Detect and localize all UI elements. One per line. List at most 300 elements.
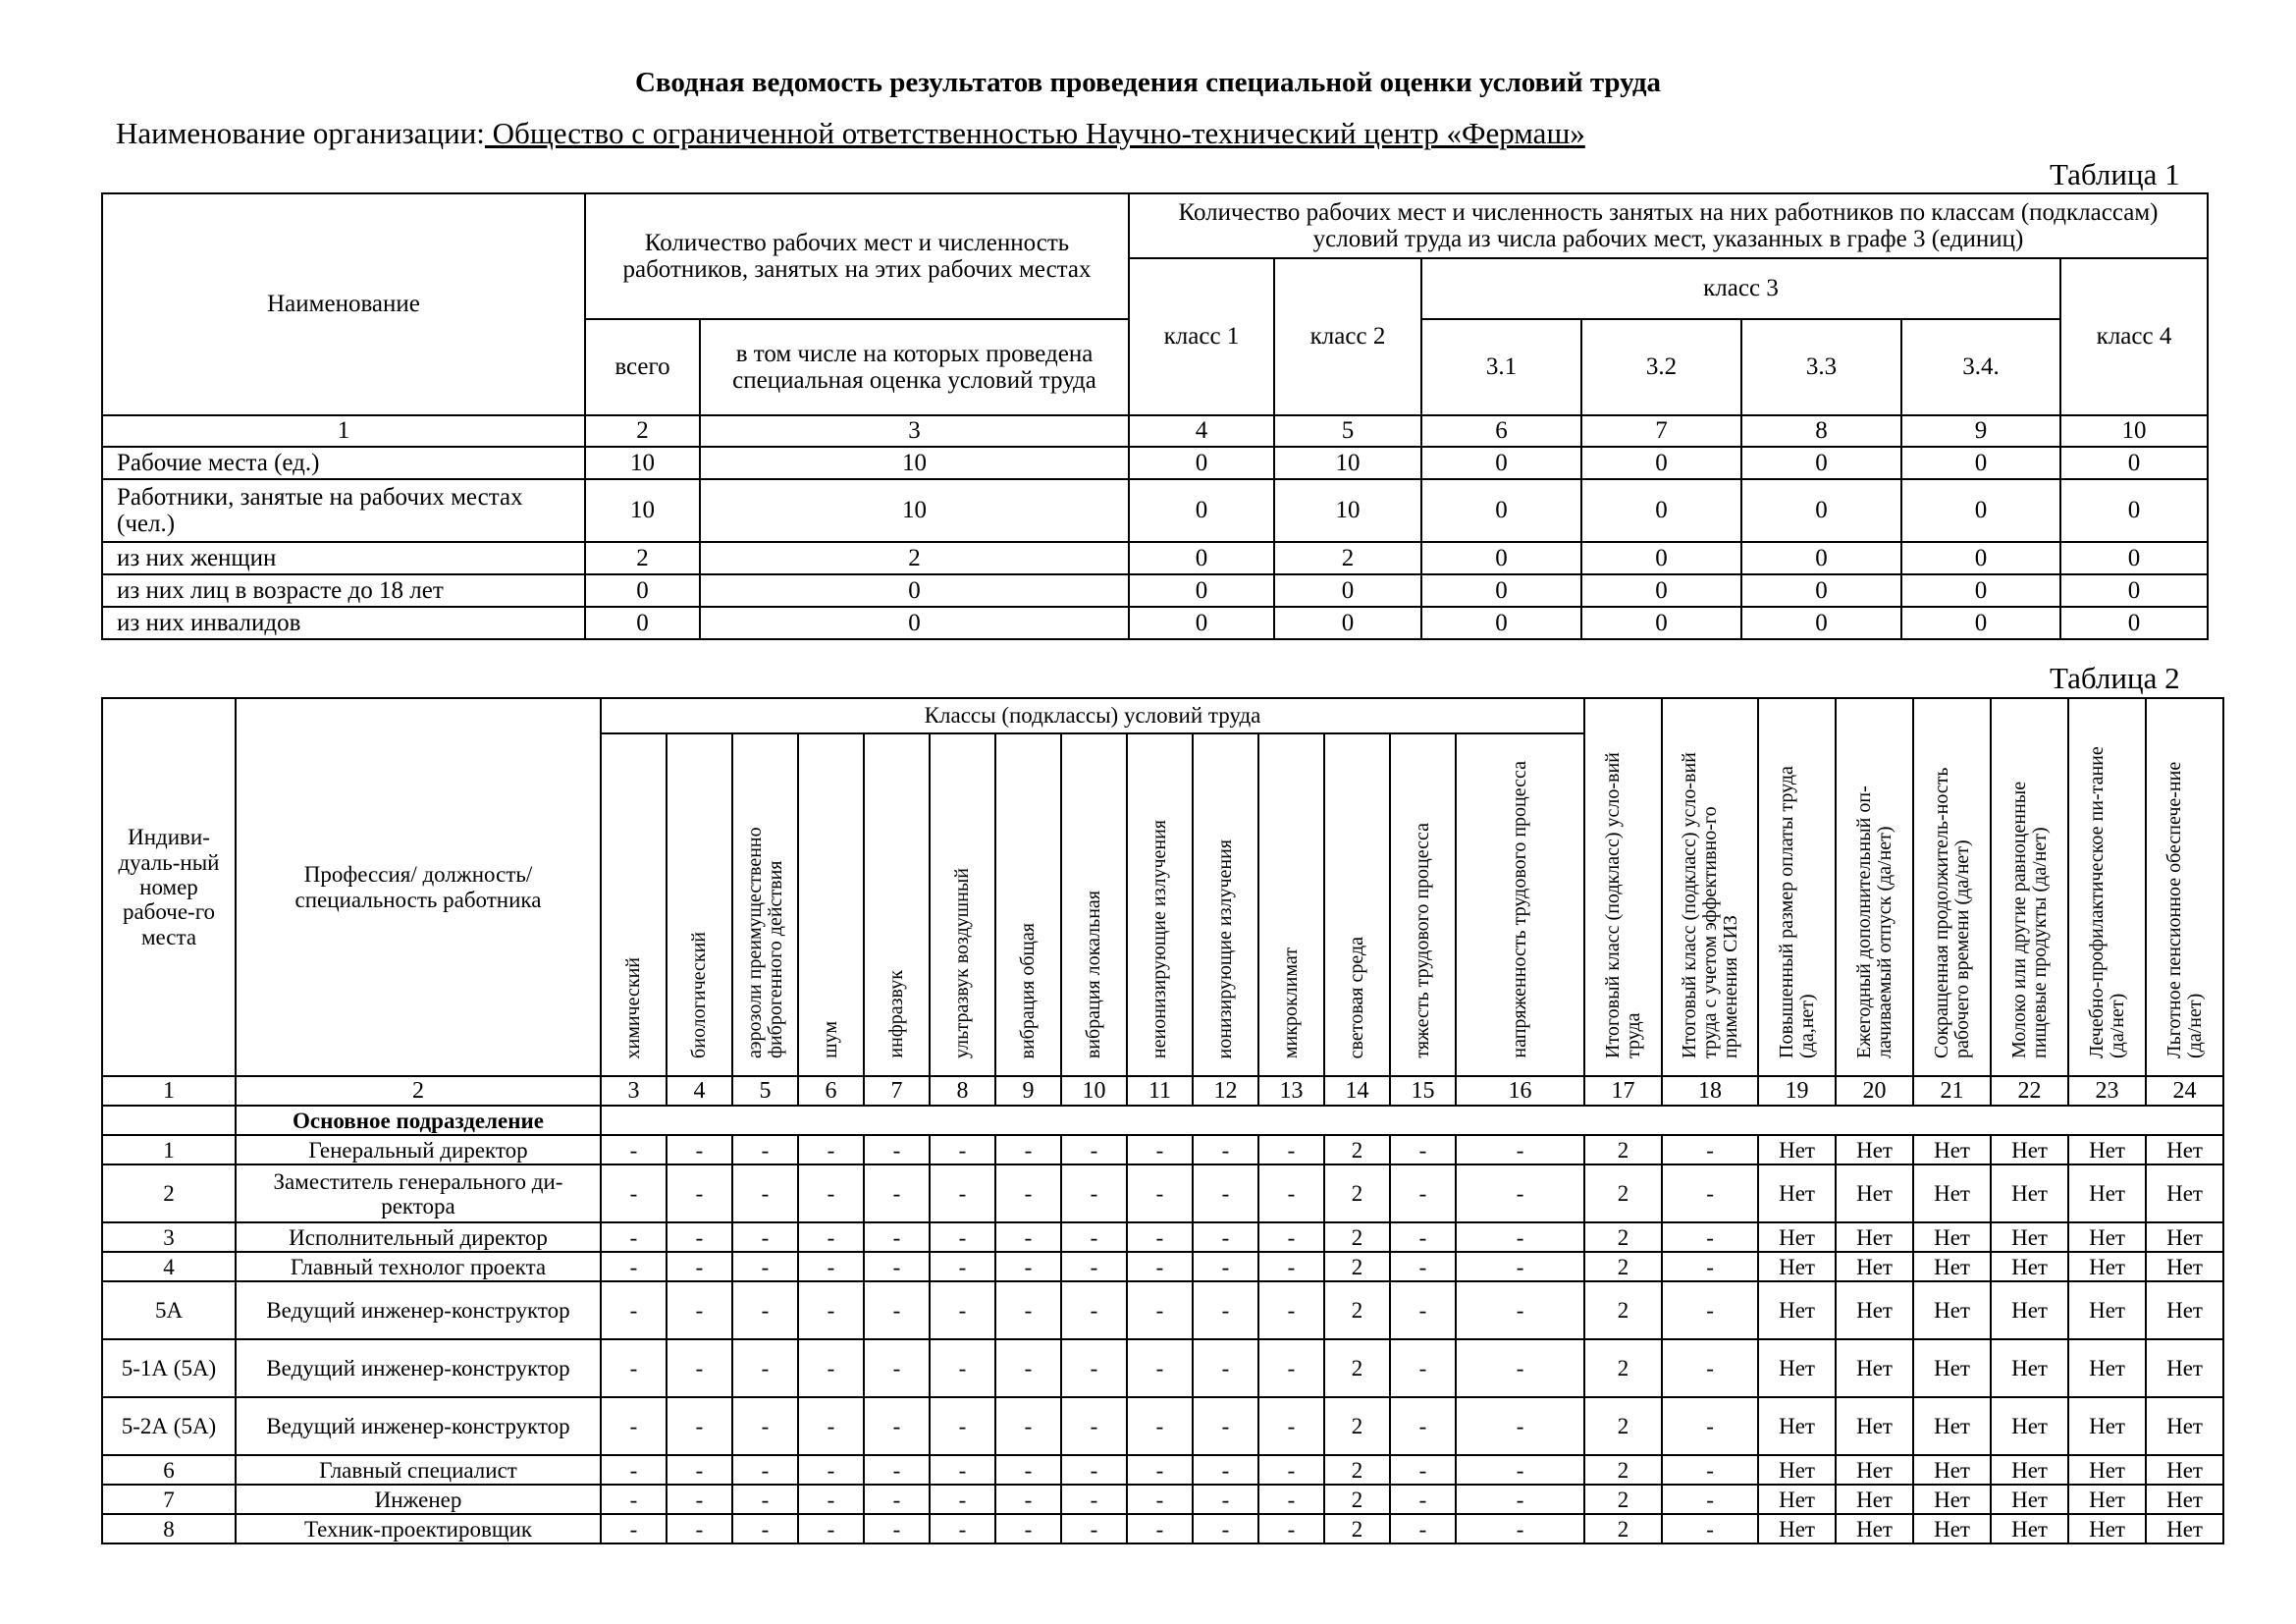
t2-cell: - bbox=[930, 1485, 995, 1514]
t2-header-profession: Профессия/ должность/ специальность работника bbox=[236, 698, 601, 1076]
t2-workplace-name: Инженер bbox=[236, 1485, 601, 1514]
t2-cell: - bbox=[732, 1339, 798, 1397]
t2-cell: - bbox=[995, 1252, 1061, 1281]
t2-cell: - bbox=[1127, 1514, 1193, 1543]
t2-cell: Нет bbox=[2146, 1397, 2223, 1455]
t1-header-sub: 3.1 bbox=[1421, 319, 1581, 415]
t2-cell: - bbox=[1193, 1281, 1258, 1339]
t2-cell: - bbox=[1456, 1485, 1584, 1514]
t2-cell: Нет bbox=[2068, 1455, 2146, 1485]
t2-cell: Нет bbox=[1991, 1397, 2068, 1455]
t2-cell: Нет bbox=[1836, 1339, 1913, 1397]
t2-cell: Нет bbox=[1991, 1252, 2068, 1281]
t2-cell: - bbox=[864, 1135, 930, 1164]
t2-cell: - bbox=[995, 1397, 1061, 1455]
t2-cell: - bbox=[601, 1339, 667, 1397]
t2-workplace-name: Исполнительный директор bbox=[236, 1222, 601, 1252]
t1-cell: 0 bbox=[700, 607, 1129, 639]
t2-cell: 2 bbox=[1584, 1397, 1662, 1455]
t1-cell: 10 bbox=[700, 479, 1129, 542]
t2-cell: Нет bbox=[1836, 1485, 1913, 1514]
t2-cell: - bbox=[732, 1222, 798, 1252]
t2-cell: 2 bbox=[1324, 1397, 1390, 1455]
t1-header-class4: класс 4 bbox=[2060, 258, 2208, 415]
t1-header-group2: Количество рабочих мест и численность занятых на них работников по классам (подклассам) условий труда из числа рабочих мест, указанных в графе 3 (единиц) bbox=[1129, 193, 2208, 258]
t2-cell: - bbox=[667, 1455, 732, 1485]
t2-column-number: 8 bbox=[930, 1076, 995, 1106]
t1-row-name: из них женщин bbox=[102, 542, 585, 574]
t2-cell: 2 bbox=[1324, 1281, 1390, 1339]
t2-header-factor-label: тяжесть трудового процесса bbox=[1412, 823, 1433, 1058]
t2-cell: - bbox=[995, 1164, 1061, 1222]
t2-cell: - bbox=[667, 1397, 732, 1455]
t2-cell: Нет bbox=[1913, 1455, 1991, 1485]
t2-column-number: 6 bbox=[798, 1076, 864, 1106]
table-row bbox=[102, 447, 2208, 479]
t2-cell: - bbox=[667, 1339, 732, 1397]
t1-cell: 0 bbox=[1901, 607, 2060, 639]
t2-cell: - bbox=[1390, 1455, 1456, 1485]
t2-cell: Нет bbox=[1913, 1252, 1991, 1281]
t2-cell: 2 bbox=[1584, 1339, 1662, 1397]
t2-column-number: 20 bbox=[1836, 1076, 1913, 1106]
t2-cell: - bbox=[864, 1252, 930, 1281]
t2-cell: 2 bbox=[1324, 1514, 1390, 1543]
t1-cell: 0 bbox=[585, 574, 700, 607]
t2-cell: - bbox=[798, 1252, 864, 1281]
t2-cell: Нет bbox=[1758, 1485, 1836, 1514]
t2-cell: - bbox=[1456, 1455, 1584, 1485]
t2-workplace-id: 7 bbox=[102, 1485, 236, 1514]
t2-cell: - bbox=[1258, 1222, 1324, 1252]
t2-cell: 2 bbox=[1584, 1222, 1662, 1252]
t1-column-number: 4 bbox=[1129, 415, 1274, 447]
t2-cell: - bbox=[732, 1397, 798, 1455]
t2-column-number: 7 bbox=[864, 1076, 930, 1106]
t2-cell: - bbox=[798, 1514, 864, 1543]
t1-cell: 0 bbox=[2060, 542, 2208, 574]
t2-cell: - bbox=[798, 1455, 864, 1485]
t2-cell: - bbox=[1662, 1281, 1758, 1339]
t2-cell: - bbox=[601, 1252, 667, 1281]
t2-header-factor-label: напряженность трудового процесса bbox=[1509, 761, 1531, 1058]
t2-cell: Нет bbox=[1836, 1252, 1913, 1281]
t2-header-factor bbox=[1456, 733, 1584, 1076]
t2-header-extra bbox=[1758, 698, 1836, 1076]
t2-cell: - bbox=[995, 1135, 1061, 1164]
t2-cell: - bbox=[1390, 1164, 1456, 1222]
t1-column-number: 6 bbox=[1421, 415, 1581, 447]
t2-cell: - bbox=[798, 1164, 864, 1222]
t2-cell: - bbox=[930, 1339, 995, 1397]
t2-column-number: 5 bbox=[732, 1076, 798, 1106]
t1-header-sub: 3.3 bbox=[1741, 319, 1901, 415]
t2-header-factor-label: неионизирующие излучения bbox=[1148, 819, 1170, 1058]
t2-section-blank bbox=[102, 1106, 236, 1135]
t2-column-number: 13 bbox=[1258, 1076, 1324, 1106]
t2-cell: - bbox=[1456, 1222, 1584, 1252]
t2-header-extra-label: Повышенный размер оплаты труда (да,нет) bbox=[1775, 766, 1818, 1058]
t2-cell: - bbox=[732, 1252, 798, 1281]
t2-header-factor-label: ультразвук воздушный bbox=[951, 868, 973, 1058]
t2-cell: - bbox=[1258, 1164, 1324, 1222]
t1-cell: 0 bbox=[1421, 542, 1581, 574]
t2-cell: Нет bbox=[2068, 1135, 2146, 1164]
t2-workplace-name: Главный специалист bbox=[236, 1455, 601, 1485]
t2-header-classes: Классы (подклассы) условий труда bbox=[601, 698, 1584, 733]
t2-cell: 2 bbox=[1584, 1164, 1662, 1222]
t1-cell: 0 bbox=[1129, 447, 1274, 479]
t2-header-extra-label: Итоговый класс (подкласс) усло-вий труда с учетом эффективно-го применения СИЗ bbox=[1678, 752, 1741, 1058]
t2-cell: - bbox=[1456, 1514, 1584, 1543]
t2-cell: - bbox=[798, 1339, 864, 1397]
table-row bbox=[102, 1222, 2223, 1252]
t2-cell: - bbox=[1193, 1397, 1258, 1455]
t1-cell: 0 bbox=[1274, 607, 1421, 639]
t2-cell: - bbox=[1390, 1222, 1456, 1252]
t2-cell: Нет bbox=[2068, 1252, 2146, 1281]
t2-header-extra-label: Ежегодный дополнительный оп-лачиваемый отпуск (да/нет) bbox=[1852, 785, 1896, 1058]
t2-cell: Нет bbox=[2068, 1397, 2146, 1455]
t2-header-factor bbox=[1061, 733, 1127, 1076]
t2-cell: - bbox=[1061, 1281, 1127, 1339]
t2-cell: - bbox=[667, 1252, 732, 1281]
t2-workplace-id: 6 bbox=[102, 1455, 236, 1485]
t2-cell: - bbox=[1193, 1135, 1258, 1164]
t2-cell: - bbox=[732, 1485, 798, 1514]
table-row bbox=[102, 607, 2208, 639]
t2-cell: Нет bbox=[1758, 1397, 1836, 1455]
t2-cell: Нет bbox=[2146, 1281, 2223, 1339]
t1-cell: 0 bbox=[1129, 479, 1274, 542]
table-row bbox=[102, 1339, 2223, 1397]
t2-cell: - bbox=[1390, 1135, 1456, 1164]
t2-cell: - bbox=[864, 1485, 930, 1514]
t2-cell: - bbox=[601, 1281, 667, 1339]
t2-cell: - bbox=[1193, 1514, 1258, 1543]
t2-column-number: 19 bbox=[1758, 1076, 1836, 1106]
t2-cell: - bbox=[1662, 1252, 1758, 1281]
t2-workplace-name: Заместитель генерального ди-ректора bbox=[236, 1164, 601, 1222]
t1-column-number: 3 bbox=[700, 415, 1129, 447]
t2-cell: - bbox=[1127, 1222, 1193, 1252]
t2-column-number: 11 bbox=[1127, 1076, 1193, 1106]
t2-cell: - bbox=[1662, 1485, 1758, 1514]
t1-cell: 0 bbox=[1129, 574, 1274, 607]
t1-cell: 0 bbox=[700, 574, 1129, 607]
t2-header-extra-label: Итоговый класс (подкласс) усло-вий труда bbox=[1601, 752, 1644, 1058]
t2-header-factor-label: световая среда bbox=[1346, 936, 1367, 1058]
t2-cell: - bbox=[601, 1514, 667, 1543]
t2-cell: - bbox=[930, 1455, 995, 1485]
t2-cell: - bbox=[601, 1135, 667, 1164]
t2-cell: - bbox=[1258, 1281, 1324, 1339]
t2-cell: - bbox=[1390, 1252, 1456, 1281]
t1-cell: 0 bbox=[1901, 479, 2060, 542]
t2-workplace-name: Главный технолог проекта bbox=[236, 1252, 601, 1281]
t2-header-id: Индиви-дуаль-ный номер рабоче-го места bbox=[102, 698, 236, 1076]
t2-cell: - bbox=[864, 1339, 930, 1397]
t2-cell: - bbox=[1258, 1397, 1324, 1455]
t2-cell: - bbox=[732, 1455, 798, 1485]
t2-cell: Нет bbox=[1913, 1514, 1991, 1543]
t2-cell: - bbox=[1662, 1135, 1758, 1164]
t1-cell: 2 bbox=[700, 542, 1129, 574]
t2-cell: 2 bbox=[1324, 1164, 1390, 1222]
t1-column-number: 5 bbox=[1274, 415, 1421, 447]
t2-cell: - bbox=[864, 1397, 930, 1455]
t2-cell: Нет bbox=[1758, 1135, 1836, 1164]
t1-cell: 0 bbox=[1741, 479, 1901, 542]
table-row bbox=[102, 1281, 2223, 1339]
t2-cell: Нет bbox=[1836, 1164, 1913, 1222]
t2-cell: Нет bbox=[1913, 1339, 1991, 1397]
t1-cell: 0 bbox=[1274, 574, 1421, 607]
t1-cell: 10 bbox=[700, 447, 1129, 479]
t2-column-number: 12 bbox=[1193, 1076, 1258, 1106]
t2-cell: Нет bbox=[2146, 1164, 2223, 1222]
t2-cell: - bbox=[864, 1164, 930, 1222]
t2-cell: Нет bbox=[1991, 1455, 2068, 1485]
t2-cell: - bbox=[995, 1339, 1061, 1397]
t2-cell: - bbox=[930, 1281, 995, 1339]
t2-workplace-name: Ведущий инженер-конструктор bbox=[236, 1339, 601, 1397]
table-row bbox=[102, 1397, 2223, 1455]
t1-cell: 0 bbox=[1421, 479, 1581, 542]
t2-cell: Нет bbox=[2146, 1455, 2223, 1485]
t2-cell: Нет bbox=[2068, 1222, 2146, 1252]
t2-workplace-id: 1 bbox=[102, 1135, 236, 1164]
t2-cell: - bbox=[1662, 1164, 1758, 1222]
t2-cell: - bbox=[1258, 1514, 1324, 1543]
table-row bbox=[102, 1252, 2223, 1281]
t2-cell: - bbox=[995, 1514, 1061, 1543]
t2-cell: - bbox=[1193, 1339, 1258, 1397]
t1-column-number: 8 bbox=[1741, 415, 1901, 447]
t1-cell: 2 bbox=[585, 542, 700, 574]
t2-cell: Нет bbox=[2146, 1514, 2223, 1543]
t2-cell: - bbox=[1258, 1252, 1324, 1281]
t1-row-name: Рабочие места (ед.) bbox=[102, 447, 585, 479]
t2-cell: Нет bbox=[1758, 1339, 1836, 1397]
t1-cell: 0 bbox=[585, 607, 700, 639]
t2-cell: - bbox=[1061, 1514, 1127, 1543]
t1-cell: 0 bbox=[1421, 607, 1581, 639]
table-row bbox=[102, 1135, 2223, 1164]
table-row bbox=[102, 479, 2208, 542]
t2-cell: Нет bbox=[1758, 1281, 1836, 1339]
t2-header-extra bbox=[1836, 698, 1913, 1076]
t2-cell: - bbox=[601, 1222, 667, 1252]
t2-header-factor bbox=[1324, 733, 1390, 1076]
t2-column-number: 10 bbox=[1061, 1076, 1127, 1106]
table-row bbox=[102, 1514, 2223, 1543]
t2-column-number: 22 bbox=[1991, 1076, 2068, 1106]
t2-header-factor bbox=[1127, 733, 1193, 1076]
table-row bbox=[102, 542, 2208, 574]
t2-cell: - bbox=[732, 1514, 798, 1543]
t1-cell: 2 bbox=[1274, 542, 1421, 574]
t2-cell: - bbox=[1456, 1252, 1584, 1281]
t1-cell: 0 bbox=[1421, 574, 1581, 607]
t2-header-extra-label: Молоко или другие равноценные пищевые продукты (да/нет) bbox=[2007, 781, 2051, 1058]
t1-cell: 0 bbox=[1741, 542, 1901, 574]
t2-header-extra bbox=[1991, 698, 2068, 1076]
t2-cell: Нет bbox=[2146, 1222, 2223, 1252]
t2-cell: 2 bbox=[1324, 1222, 1390, 1252]
table-row bbox=[102, 574, 2208, 607]
document-title: Сводная ведомость результатов проведения специальной оценки условий труда bbox=[634, 67, 1662, 98]
t2-cell: - bbox=[1127, 1339, 1193, 1397]
t2-cell: Нет bbox=[2146, 1252, 2223, 1281]
t2-cell: - bbox=[732, 1164, 798, 1222]
table-row bbox=[102, 1485, 2223, 1514]
organization-line bbox=[116, 116, 1585, 151]
t2-cell: - bbox=[601, 1164, 667, 1222]
t1-cell: 0 bbox=[1741, 607, 1901, 639]
t2-cell: Нет bbox=[1991, 1281, 2068, 1339]
t2-cell: - bbox=[601, 1455, 667, 1485]
t2-header-factor bbox=[930, 733, 995, 1076]
t2-cell: - bbox=[1258, 1485, 1324, 1514]
t2-section-fill bbox=[601, 1106, 2223, 1135]
t2-cell: - bbox=[798, 1222, 864, 1252]
t2-header-factor bbox=[732, 733, 798, 1076]
t2-cell: Нет bbox=[1913, 1222, 1991, 1252]
t2-header-factor bbox=[1390, 733, 1456, 1076]
t1-column-number: 7 bbox=[1581, 415, 1741, 447]
t2-cell: - bbox=[1127, 1135, 1193, 1164]
t2-cell: - bbox=[667, 1281, 732, 1339]
t2-cell: 2 bbox=[1584, 1135, 1662, 1164]
t2-header-factor-label: вибрация локальная bbox=[1083, 890, 1104, 1058]
t2-cell: Нет bbox=[1991, 1514, 2068, 1543]
t2-column-number: 23 bbox=[2068, 1076, 2146, 1106]
t2-cell: - bbox=[1061, 1222, 1127, 1252]
t2-cell: Нет bbox=[1836, 1397, 1913, 1455]
t1-cell: 0 bbox=[1581, 542, 1741, 574]
t2-cell: Нет bbox=[2146, 1135, 2223, 1164]
t2-cell: - bbox=[1456, 1339, 1584, 1397]
t2-workplace-id: 3 bbox=[102, 1222, 236, 1252]
t2-cell: - bbox=[1662, 1222, 1758, 1252]
t2-cell: - bbox=[995, 1222, 1061, 1252]
t2-cell: - bbox=[864, 1281, 930, 1339]
t2-cell: - bbox=[930, 1135, 995, 1164]
t2-header-factor bbox=[667, 733, 732, 1076]
t2-cell: - bbox=[930, 1514, 995, 1543]
t2-cell: Нет bbox=[2146, 1485, 2223, 1514]
table2-label: Таблица 2 bbox=[2050, 661, 2180, 695]
t1-cell: 0 bbox=[2060, 479, 2208, 542]
t2-cell: Нет bbox=[2146, 1339, 2223, 1397]
t2-cell: - bbox=[1456, 1397, 1584, 1455]
t2-cell: Нет bbox=[1758, 1514, 1836, 1543]
t1-cell: 0 bbox=[1581, 479, 1741, 542]
t2-header-factor-label: биологический bbox=[688, 932, 710, 1058]
t2-cell: - bbox=[1662, 1339, 1758, 1397]
t2-header-factor-label: микроклимат bbox=[1280, 947, 1302, 1058]
t1-cell: 0 bbox=[1421, 447, 1581, 479]
t2-header-extra-label: Сокращенная продолжитель-ность рабочего времени (да/нет) bbox=[1930, 767, 1973, 1058]
t2-cell: - bbox=[667, 1514, 732, 1543]
t2-cell: 2 bbox=[1584, 1514, 1662, 1543]
t1-cell: 0 bbox=[1741, 574, 1901, 607]
t2-header-extra-label: Лечебно-профилактическое пи-тание (да/нет) bbox=[2085, 746, 2128, 1058]
t2-cell: - bbox=[930, 1252, 995, 1281]
t2-workplace-id: 2 bbox=[102, 1164, 236, 1222]
t2-cell: - bbox=[1061, 1339, 1127, 1397]
t2-cell: - bbox=[930, 1164, 995, 1222]
t2-cell: Нет bbox=[1991, 1164, 2068, 1222]
t2-cell: - bbox=[1390, 1339, 1456, 1397]
t2-section-title: Основное подразделение bbox=[236, 1106, 601, 1135]
t2-header-extra bbox=[1913, 698, 1991, 1076]
summary-table bbox=[101, 192, 2209, 640]
t2-header-factor-label: ионизирующие излучения bbox=[1214, 839, 1236, 1058]
t2-cell: Нет bbox=[1758, 1252, 1836, 1281]
t2-column-number: 14 bbox=[1324, 1076, 1390, 1106]
t2-header-extra bbox=[1584, 698, 1662, 1076]
t2-header-factor-label: аэрозоли преимущественно фиброгенного действия bbox=[743, 827, 786, 1058]
t2-header-factor-label: химический bbox=[622, 956, 644, 1058]
t2-column-number: 16 bbox=[1456, 1076, 1584, 1106]
t1-header-sub: 3.2 bbox=[1581, 319, 1741, 415]
t2-cell: - bbox=[798, 1281, 864, 1339]
t1-cell: 0 bbox=[1129, 542, 1274, 574]
t2-cell: 2 bbox=[1324, 1252, 1390, 1281]
t2-cell: - bbox=[864, 1455, 930, 1485]
t2-cell: - bbox=[667, 1222, 732, 1252]
t2-header-extra bbox=[2068, 698, 2146, 1076]
t1-row-name: из них инвалидов bbox=[102, 607, 585, 639]
t2-cell: Нет bbox=[1991, 1222, 2068, 1252]
t2-workplace-id: 5-1А (5А) bbox=[102, 1339, 236, 1397]
t2-header-factor bbox=[864, 733, 930, 1076]
t1-header-class2: класс 2 bbox=[1274, 258, 1421, 415]
t2-cell: Нет bbox=[1913, 1164, 1991, 1222]
t2-cell: Нет bbox=[1758, 1164, 1836, 1222]
t2-cell: 2 bbox=[1324, 1485, 1390, 1514]
t1-cell: 0 bbox=[1741, 447, 1901, 479]
t2-cell: Нет bbox=[1836, 1514, 1913, 1543]
t2-cell: - bbox=[732, 1281, 798, 1339]
t2-cell: Нет bbox=[2068, 1485, 2146, 1514]
organization-name: Общество с ограниченной ответственностью Научно-технический центр «Фермаш» bbox=[484, 116, 1585, 150]
t2-column-number: 17 bbox=[1584, 1076, 1662, 1106]
t2-workplace-name: Техник-проектировщик bbox=[236, 1514, 601, 1543]
t2-cell: - bbox=[1456, 1135, 1584, 1164]
t2-cell: - bbox=[798, 1485, 864, 1514]
t2-cell: - bbox=[1127, 1252, 1193, 1281]
t2-header-factor-label: шум bbox=[820, 1021, 841, 1058]
t1-cell: 10 bbox=[585, 479, 700, 542]
t2-cell: - bbox=[995, 1281, 1061, 1339]
t2-cell: - bbox=[1456, 1164, 1584, 1222]
t2-cell: - bbox=[1390, 1281, 1456, 1339]
t1-column-numbers bbox=[102, 415, 2208, 447]
t2-cell: - bbox=[1456, 1281, 1584, 1339]
t2-workplace-name: Ведущий инженер-конструктор bbox=[236, 1281, 601, 1339]
t1-header-class3: класс 3 bbox=[1421, 258, 2060, 319]
t2-column-number: 21 bbox=[1913, 1076, 1991, 1106]
t2-column-number: 3 bbox=[601, 1076, 667, 1106]
t2-cell: - bbox=[1193, 1252, 1258, 1281]
t2-cell: - bbox=[667, 1135, 732, 1164]
t2-cell: Нет bbox=[1758, 1455, 1836, 1485]
t1-cell: 0 bbox=[2060, 574, 2208, 607]
t2-cell: - bbox=[1258, 1135, 1324, 1164]
